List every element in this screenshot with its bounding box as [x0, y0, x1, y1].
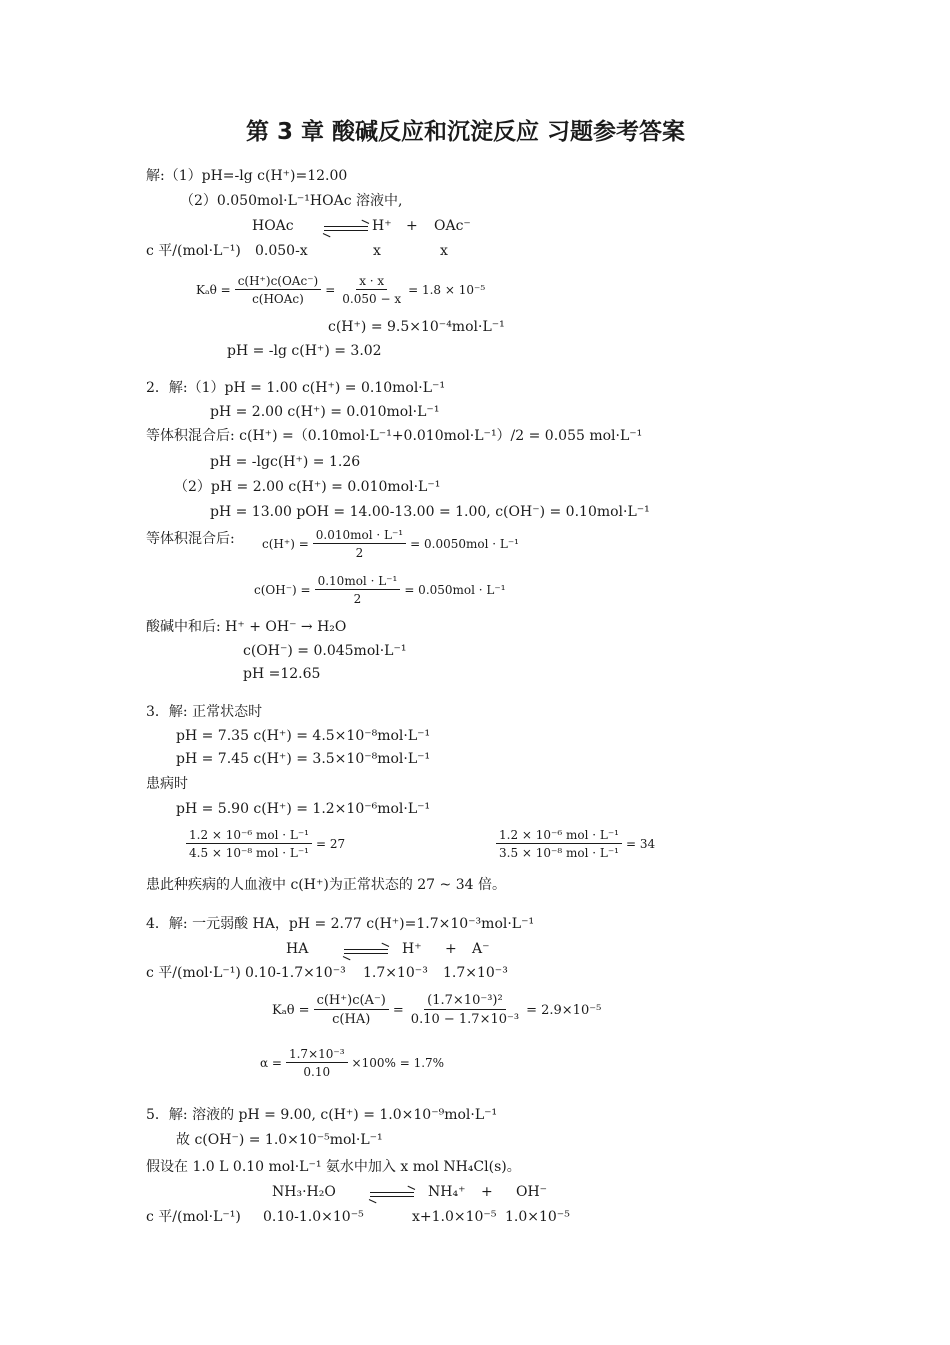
q2-f1-rhs: = 0.0050mol · L⁻¹ [410, 537, 519, 551]
q2-h-fraction-equation [262, 528, 519, 560]
q4-line-1: 4．解: 一元弱酸 HA，pH = 2.77 c(H⁺)=1.7×10⁻³mol·L⁻¹ [146, 916, 535, 932]
q2-mix-label: 等体积混合后: [146, 531, 235, 547]
q3-line-5: pH = 5.90 c(H⁺) = 1.2×10⁻⁶mol·L⁻¹ [176, 801, 431, 817]
q1-eq-plus: + [406, 218, 418, 234]
q3-line-1: 3．解: 正常状态时 [146, 704, 263, 720]
q2-line-6: pH = 13.00 pOH = 14.00-13.00 = 1.00, c(OH⁻) = 0.10mol·L⁻¹ [210, 504, 650, 520]
q1-line-1: 解:（1）pH=-lg c(H⁺)=12.00 [146, 168, 348, 184]
q3-line-6: 患此种疾病的人血液中 c(H⁺)为正常状态的 27 ~ 34 倍。 [146, 877, 506, 893]
q5-eq-plus: + [481, 1184, 493, 1200]
q5-line-1: 5．解: 溶液的 pH = 9.00, c(H⁺) = 1.0×10⁻⁹mol·L⁻¹ [146, 1107, 498, 1123]
q2-line-8: c(OH⁻) = 0.045mol·L⁻¹ [243, 643, 407, 659]
q4-eq-plus: + [445, 941, 457, 957]
q2-f2-fraction [315, 574, 401, 606]
q3-line-3: pH = 7.45 c(H⁺) = 3.5×10⁻⁸mol·L⁻¹ [176, 751, 431, 767]
q1-line-4: pH = -lg c(H⁺) = 3.02 [227, 343, 382, 359]
q4-ka-equation: Kₐθ = $\frac{c(H^+)c(A^-)}{c(HA)}$ = $\frac{\text{(1.7×10⁻³)²}}{\text{0.10 − 1.7×10⁻³}}$ = 2.9×10⁻⁵ [272, 993, 602, 1027]
q1-ka-den-1: c(HOAc) [252, 292, 304, 306]
q3-ratio-1 [182, 828, 345, 860]
q4-eq-reactant: HA [286, 941, 309, 957]
q3-line-2: pH = 7.35 c(H⁺) = 4.5×10⁻⁸mol·L⁻¹ [176, 728, 431, 744]
q3-r1-fraction [186, 828, 312, 860]
q2-line-4: pH = -lgc(H⁺) = 1.26 [210, 454, 361, 470]
q2-f1-num: 0.010mol · L⁻¹ [313, 528, 406, 544]
q2-f2-num: 0.10mol · L⁻¹ [315, 574, 401, 590]
q4-conc-b: 1.7×10⁻³ [363, 965, 428, 981]
q2-f1-lhs: c(H⁺) = [262, 537, 309, 551]
q5-conc-c: 1.0×10⁻⁵ [505, 1209, 570, 1225]
q1-conc-b: x [373, 243, 381, 259]
q1-line-2: （2）0.050mol·L⁻¹HOAc 溶液中, [180, 193, 403, 209]
q3-r2-den: 3.5 × 10⁻⁸ mol · L⁻¹ [499, 846, 619, 860]
q1-ka-rhs: = 1.8 × 10⁻⁵ [408, 283, 486, 297]
q2-f1-den: 2 [355, 546, 364, 560]
q3-r1-den: 4.5 × 10⁻⁸ mol · L⁻¹ [189, 846, 309, 860]
q4-alpha-den: 0.10 [303, 1065, 331, 1079]
q4-ka-den-2: 0.10 − 1.7×10⁻³ [410, 1012, 520, 1027]
q4-alpha-fraction [286, 1047, 348, 1079]
q5-eq-reactant: NH₃·H₂O [272, 1184, 336, 1200]
q4-ka-den-1: c(HA) [332, 1012, 371, 1027]
q3-r1-rhs: = 27 [316, 837, 346, 851]
q2-f2-den: 2 [353, 592, 362, 606]
q3-r2-num: 1.2 × 10⁻⁶ mol · L⁻¹ [496, 828, 622, 844]
q4-ka-fraction-2 [408, 993, 522, 1027]
q1-conc-label: c 平/(mol·L⁻¹) [146, 243, 241, 259]
q4-alpha-lhs: α = [260, 1056, 282, 1070]
q1-ka-lhs: Kₐθ = [196, 283, 231, 297]
q5-conc-b: x+1.0×10⁻⁵ [412, 1209, 497, 1225]
q2-line-5: （2）pH = 2.00 c(H⁺) = 0.010mol·L⁻¹ [174, 479, 441, 495]
q1-ka-fraction-2 [339, 274, 404, 306]
q4-eq-product-1: H⁺ [402, 941, 422, 957]
q4-alpha-equation [260, 1047, 444, 1079]
q4-conc-c: 1.7×10⁻³ [443, 965, 508, 981]
q4-conc-label: c 平/(mol·L⁻¹) [146, 965, 241, 981]
q5-line-2: 故 c(OH⁻) = 1.0×10⁻⁵mol·L⁻¹ [176, 1132, 383, 1148]
q2-oh-fraction-equation [254, 574, 506, 606]
q1-ka-fraction-1 [235, 274, 322, 306]
q3-r1-num: 1.2 × 10⁻⁶ mol · L⁻¹ [186, 828, 312, 844]
q3-r2-rhs: = 34 [626, 837, 656, 851]
q1-ka-num-2: x · x [356, 274, 387, 290]
q1-ka-equation: Kₐθ = $\frac{\text{c(H⁺)c(OAc⁻)}}{\text{c(HOAc)}}$ = $\frac{x \cdot x}{0.050 - x}$ = 1.8 × 10⁻⁵ [196, 274, 486, 306]
q1-conc-c: x [440, 243, 448, 259]
q2-line-2: pH = 2.00 c(H⁺) = 0.010mol·L⁻¹ [210, 404, 440, 420]
q3-ratio-2 [492, 828, 655, 860]
q3-r2-fraction [496, 828, 622, 860]
q1-line-3: c(H⁺) = 9.5×10⁻⁴mol·L⁻¹ [328, 319, 505, 335]
equilibrium-arrow-icon [314, 222, 378, 236]
q4-ka-num-2: (1.7×10⁻³)² [424, 993, 506, 1010]
q2-f2-lhs: c(OH⁻) = [254, 583, 311, 597]
q2-f1-fraction [313, 528, 406, 560]
q1-eq-reactant: HOAc [252, 218, 294, 234]
q4-alpha-num: 1.7×10⁻³ [286, 1047, 348, 1063]
q4-alpha-rhs: ×100% = 1.7% [351, 1056, 445, 1070]
q4-ka-fraction-1 [314, 993, 389, 1027]
q2-line-9: pH =12.65 [243, 666, 321, 682]
q1-conc-a: 0.050-x [255, 243, 308, 259]
q5-conc-label: c 平/(mol·L⁻¹) [146, 1209, 241, 1225]
q1-eq-product-1: H⁺ [372, 218, 392, 234]
equilibrium-arrow-icon [360, 1188, 424, 1202]
q5-line-3: 假设在 1.0 L 0.10 mol·L⁻¹ 氨水中加入 x mol NH₄Cl(s)。 [146, 1159, 521, 1175]
q1-ka-den-2: 0.050 − x [342, 292, 402, 306]
q2-line-7: 酸碱中和后: H⁺ + OH⁻ → H₂O [146, 619, 347, 635]
q5-eq-product-1: NH₄⁺ [428, 1184, 466, 1200]
q4-ka-num-1: c(H⁺)c(A⁻) [314, 993, 389, 1010]
q4-eq-product-2: A⁻ [472, 941, 490, 957]
q1-ka-num-1: c(H⁺)c(OAc⁻) [235, 274, 322, 290]
q5-eq-product-2: OH⁻ [516, 1184, 548, 1200]
q3-line-4: 患病时 [146, 776, 188, 792]
equilibrium-arrow-icon [334, 945, 398, 959]
q4-ka-rhs: = 2.9×10⁻⁵ [526, 1002, 602, 1018]
q2-f2-rhs: = 0.050mol · L⁻¹ [404, 583, 506, 597]
q2-line-1: 2．解:（1）pH = 1.00 c(H⁺) = 0.10mol·L⁻¹ [146, 380, 446, 396]
page-title: 第 3 章 酸碱反应和沉淀反应 习题参考答案 [246, 119, 686, 145]
q5-conc-a: 0.10-1.0×10⁻⁵ [263, 1209, 364, 1225]
q4-ka-lhs: Kₐθ = [272, 1002, 310, 1018]
q1-eq-product-2: OAc⁻ [434, 218, 471, 234]
q2-line-3: 等体积混合后: c(H⁺) =（0.10mol·L⁻¹+0.010mol·L⁻¹）/2 = 0.055 mol·L⁻¹ [146, 428, 643, 444]
q4-conc-a: 0.10-1.7×10⁻³ [245, 965, 346, 981]
